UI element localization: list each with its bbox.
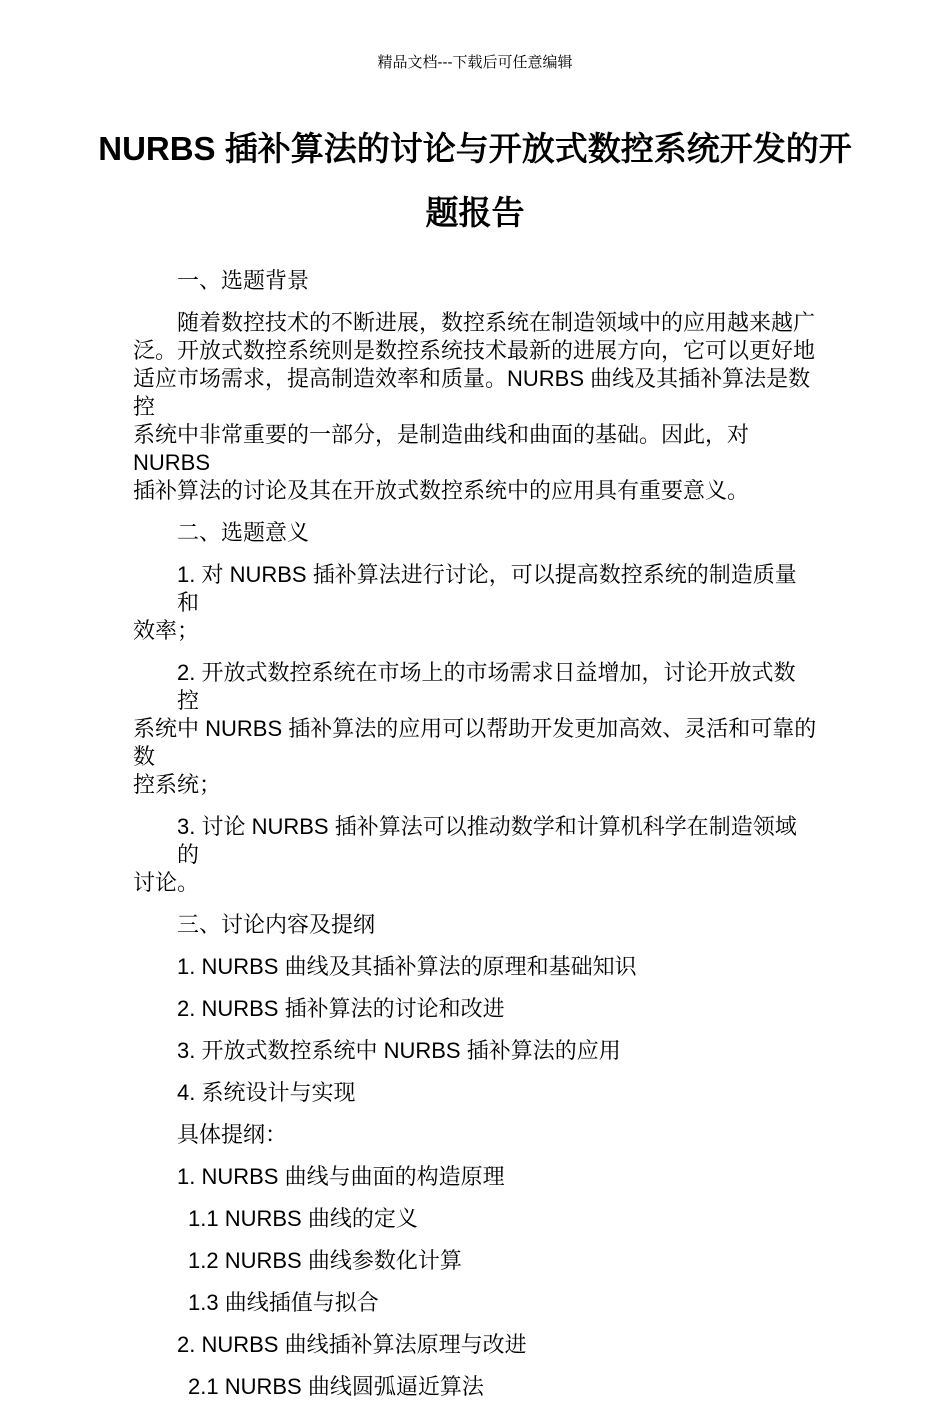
text-line: 二、选题意义 bbox=[177, 520, 310, 545]
paragraph bbox=[133, 309, 817, 505]
text-line: 3. 开放式数控系统中 NURBS 插补算法的应用 bbox=[177, 1038, 621, 1063]
section-heading bbox=[133, 911, 817, 939]
list-item bbox=[133, 1331, 817, 1359]
header-note: 精品文档---下载后可任意编辑 bbox=[377, 54, 573, 71]
text-line: 控系统； bbox=[133, 772, 222, 797]
text-line: 2. NURBS 曲线插补算法原理与改进 bbox=[177, 1332, 527, 1357]
text-line: 1. NURBS 曲线与曲面的构造原理 bbox=[177, 1164, 505, 1189]
list-item bbox=[133, 1163, 817, 1191]
text-line: 适应市场需求，提高制造效率和质量。NURBS 曲线及其插补算法是数控 bbox=[133, 366, 811, 419]
text-line: 2.1 NURBS 曲线圆弧逼近算法 bbox=[188, 1374, 484, 1399]
list-item bbox=[133, 1121, 817, 1149]
list-item bbox=[133, 1079, 817, 1107]
text-line: 3. 讨论 NURBS 插补算法可以推动数学和计算机科学在制造领域的 bbox=[177, 814, 797, 867]
text-line: 三、讨论内容及提纲 bbox=[177, 912, 376, 937]
text-line: 2. 开放式数控系统在市场上的市场需求日益增加，讨论开放式数控 bbox=[177, 660, 796, 713]
text-line: 1.2 NURBS 曲线参数化计算 bbox=[188, 1248, 462, 1273]
document-title-line-1: NURBS 插补算法的讨论与开放式数控系统开发的开 bbox=[98, 130, 852, 167]
list-item bbox=[133, 953, 817, 981]
document-body bbox=[133, 267, 817, 1401]
text-line: 一、选题背景 bbox=[177, 268, 310, 293]
text-line: 随着数控技术的不断进展，数控系统在制造领域中的应用越来越广 bbox=[177, 310, 816, 335]
section-heading bbox=[133, 519, 817, 547]
text-line: 1.3 曲线插值与拟合 bbox=[188, 1290, 379, 1315]
sub-list-item bbox=[133, 1205, 817, 1233]
text-line: 泛。开放式数控系统则是数控系统技术最新的进展方向，它可以更好地 bbox=[133, 338, 816, 363]
sub-list-item bbox=[133, 1289, 817, 1317]
text-line: 效率； bbox=[133, 618, 200, 643]
text-line: 系统中 NURBS 插补算法的应用可以帮助开发更加高效、灵活和可靠的数 bbox=[133, 716, 817, 769]
text-line: 系统中非常重要的一部分，是制造曲线和曲面的基础。因此，对 NURBS bbox=[133, 422, 750, 475]
list-item bbox=[133, 1037, 817, 1065]
document-title bbox=[40, 117, 910, 245]
sub-list-item bbox=[133, 1247, 817, 1275]
text-line: 具体提纲： bbox=[177, 1122, 288, 1147]
paragraph bbox=[133, 659, 817, 799]
sub-list-item bbox=[133, 1373, 817, 1401]
text-line: 1. NURBS 曲线及其插补算法的原理和基础知识 bbox=[177, 954, 637, 979]
text-line: 1.1 NURBS 曲线的定义 bbox=[188, 1206, 418, 1231]
paragraph bbox=[133, 813, 817, 897]
paragraph bbox=[133, 561, 817, 645]
section-heading bbox=[133, 267, 817, 295]
text-line: 插补算法的讨论及其在开放式数控系统中的应用具有重要意义。 bbox=[133, 478, 750, 503]
text-line: 4. 系统设计与实现 bbox=[177, 1080, 356, 1105]
list-item bbox=[133, 995, 817, 1023]
text-line: 讨论。 bbox=[133, 870, 200, 895]
text-line: 1. 对 NURBS 插补算法进行讨论，可以提高数控系统的制造质量和 bbox=[177, 562, 797, 615]
text-line: 2. NURBS 插补算法的讨论和改进 bbox=[177, 996, 505, 1021]
document-title-line-2: 题报告 bbox=[425, 194, 525, 231]
